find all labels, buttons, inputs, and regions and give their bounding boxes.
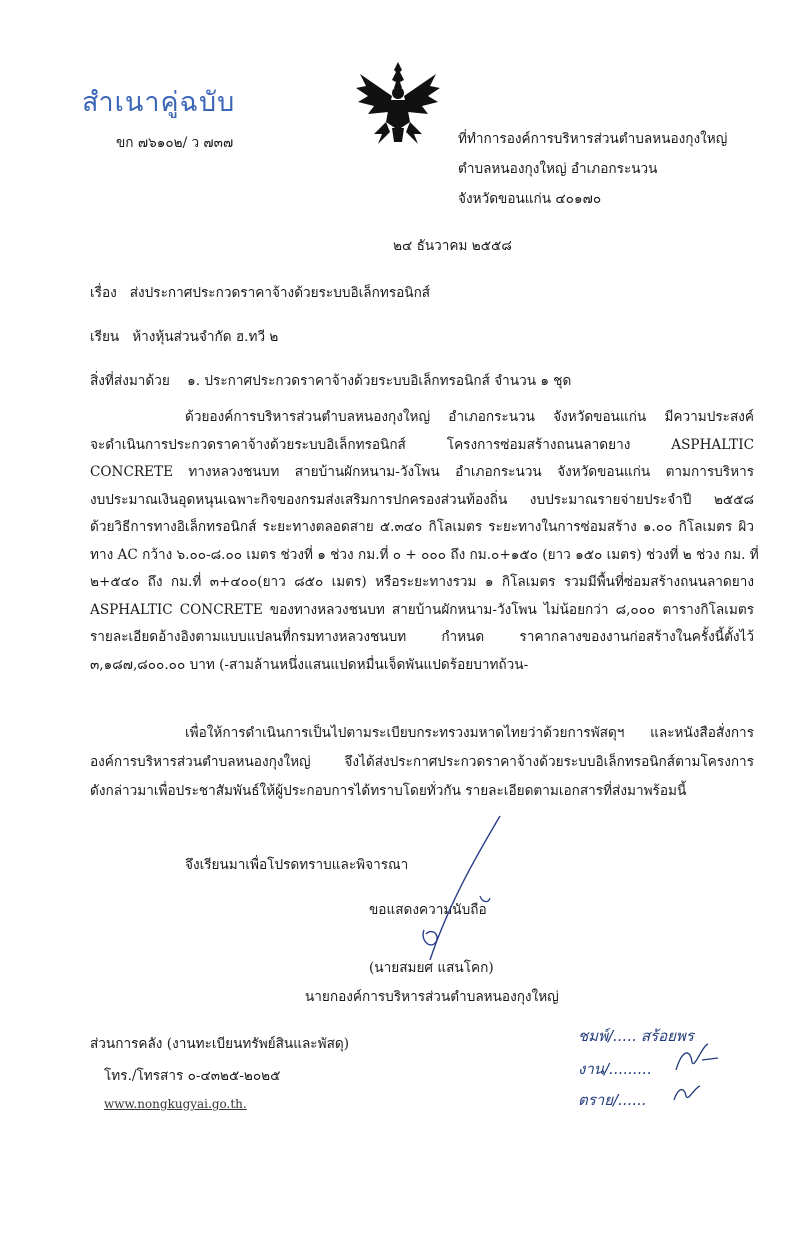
closing-request: จึงเรียนมาเพื่อโปรดทราบและพิจารณา <box>185 857 409 873</box>
body-paragraph-2 <box>90 721 754 808</box>
recipient-text: ห้างหุ้นส่วนจำกัด ฮ.ทวี ๒ <box>132 329 279 345</box>
recipient-line <box>90 325 278 347</box>
signer-name: (นายสมยศ แสนโคก) <box>369 960 494 976</box>
subject-text: ส่งประกาศประกวดราคาจ้างด้วยระบบอิเล็กทรอนิกส์ <box>129 285 431 301</box>
body-line: ๓,๑๘๗,๘๐๐.๐๐ บาท (-สามล้านหนึ่งแสนแปดหมื่นเจ็ดพันแปดร้อยบาทถ้วน- <box>90 656 529 673</box>
body-paragraph-1 <box>90 405 759 680</box>
recipient-label: เรียน <box>90 329 120 345</box>
routing-label: ตราย/...... <box>578 1091 647 1109</box>
signer-title: นายกองค์การบริหารส่วนตำบลหนองกุงใหญ่ <box>305 989 559 1005</box>
address-line-1: ที่ทำการองค์การบริหารส่วนตำบลหนองกุงใหญ่ <box>458 131 728 147</box>
address-line-3: จังหวัดขอนแก่น ๔๐๑๗๐ <box>458 191 602 207</box>
body-line: ดังกล่าวมาเพื่อประชาสัมพันธ์ให้ผู้ประกอบการได้ทราบโดยทั่วกัน รายละเอียดตามเอกสารที่ส่งมาพร้อมนี้ <box>90 783 687 799</box>
body-line: ด้วยวิธีการทางอิเล็กทรอนิกส์ ระยะทางตลอดสาย ๕.๓๔๐ กิโลเมตร ระยะทางในการซ่อมสร้าง ๑.๐๐ กิโลเมตร ผิว <box>90 519 754 535</box>
routing-label: ชมพ์/..... <box>578 1027 637 1045</box>
enclosure-label: สิ่งที่ส่งมาด้วย <box>90 373 170 389</box>
subject-label: เรื่อง <box>90 285 117 301</box>
letter-date: ๒๔ ธันวาคม ๒๕๕๘ <box>393 238 512 254</box>
routing-signature-2 <box>672 1040 722 1076</box>
signature-mark <box>410 810 510 970</box>
routing-signature-3 <box>670 1080 706 1106</box>
body-line: ทาง AC กว้าง ๖.๐๐-๘.๐๐ เมตร ช่วงที่ ๑ ช่วง กม.ที่ ๐ + ๐๐๐ ถึง กม.๐+๑๕๐ (ยาว ๑๕๐ เมตร) ช่วงที่ ๒ ช่วง กม. ที่ <box>90 546 759 563</box>
garuda-emblem-icon <box>352 60 444 146</box>
body-line: CONCRETE ทางหลวงชนบท สายบ้านผักหนาม-วังโพน อำเภอกระนวน จังหวัดขอนแก่น ตามการบริหาร <box>90 464 754 480</box>
subject-line <box>90 281 430 303</box>
body-line: งบประมาณเงินอุดหนุนเฉพาะกิจของกรมส่งเสริมการปกครองส่วนท้องถิ่น งบประมาณรายจ่ายประจำปี ๒๕๕๘ <box>90 491 754 508</box>
routing-line-2 <box>578 1057 652 1081</box>
routing-line-3 <box>578 1088 647 1112</box>
enclosure-text: ๑. ประกาศประกวดราคาจ้างด้วยระบบอิเล็กทรอนิกส์ จำนวน ๑ ชุด <box>187 373 572 389</box>
body-line: เพื่อให้การดำเนินการเป็นไปตามระเบียบกระทรวงมหาดไทยว่าด้วยการพัสดุฯ และหนังสือสั่งการ <box>185 725 754 741</box>
enclosure-line <box>90 369 571 391</box>
body-line: ASPHALTIC CONCRETE ของทางหลวงชนบท สายบ้านผักหนาม-วังโพน ไม่น้อยกว่า ๘,๐๐๐ ตารางกิโลเมตร <box>90 601 754 618</box>
body-line: องค์การบริหารส่วนตำบลหนองกุงใหญ่ จึงได้ส่งประกาศประกวดราคาจ้างด้วยระบบอิเล็กทรอนิกส์ตามโครงการ <box>90 754 754 770</box>
department: ส่วนการคลัง (งานทะเบียนทรัพย์สินและพัสดุ) <box>90 1036 349 1052</box>
website-link[interactable]: www.nongkugyai.go.th. <box>104 1097 247 1111</box>
routing-signature: สร้อยพร <box>640 1027 694 1045</box>
reference-number: ขก ๗๖๑๐๒/ ว ๗๓๗ <box>116 135 234 151</box>
routing-label: งาน/......... <box>578 1060 652 1078</box>
phone: โทร./โทรสาร ๐-๔๓๒๕-๒๐๒๕ <box>104 1068 281 1084</box>
address-line-2: ตำบลหนองกุงใหญ่ อำเภอกระนวน <box>458 161 658 177</box>
body-line: ๒+๕๔๐ ถึง กม.ที่ ๓+๔๐๐(ยาว ๘๕๐ เมตร) หรือระยะทางรวม ๑ กิโลเมตร รวมมีพื้นที่ซ่อมสร้างถนนลาดยาง <box>90 574 754 590</box>
body-line: จะดำเนินการประกวดราคาจ้างด้วยระบบอิเล็กทรอนิกส์ โครงการซ่อมสร้างถนนลาดยาง ASPHALTIC <box>90 436 754 453</box>
body-line: ด้วยองค์การบริหารส่วนตำบลหนองกุงใหญ่ อำเภอกระนวน จังหวัดขอนแก่น มีความประสงค์ <box>185 409 754 425</box>
copy-stamp: สำเนาคู่ฉบับ <box>82 87 236 118</box>
closing-regards: ขอแสดงความนับถือ <box>369 902 487 918</box>
body-line: รายละเอียดอ้างอิงตามแบบแปลนที่กรมทางหลวงชนบท กำหนด ราคากลางของงานก่อสร้างในครั้งนี้ตั้งไว้ <box>90 629 754 645</box>
